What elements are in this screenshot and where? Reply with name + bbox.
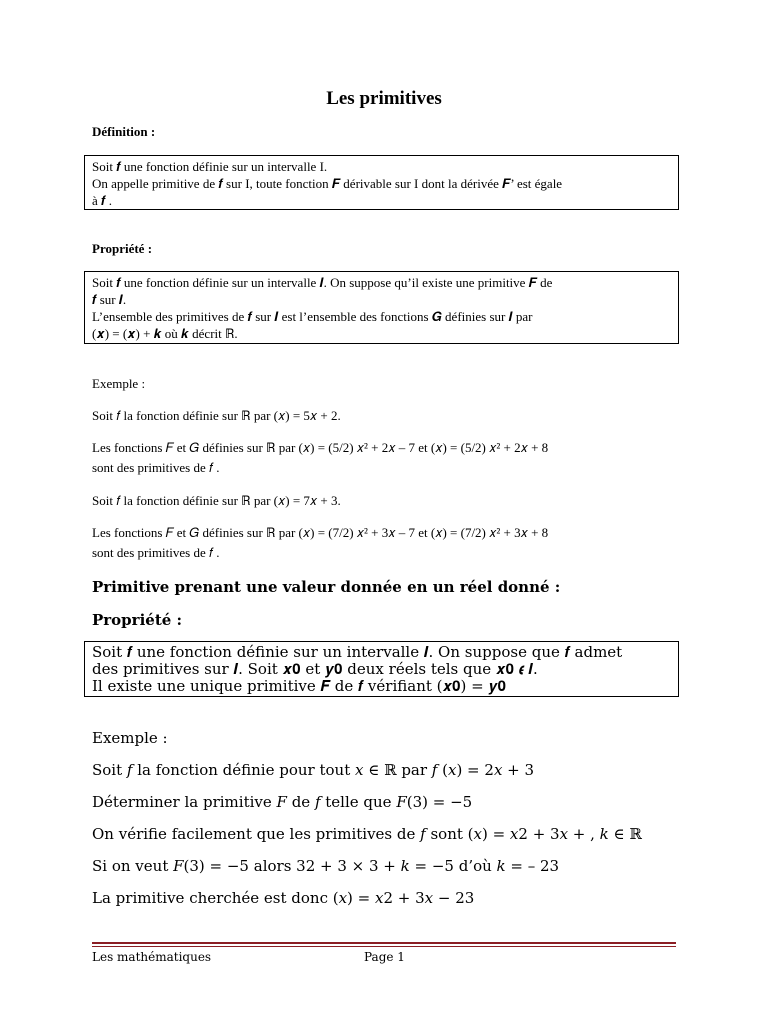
example2-line: Déterminer la primitive 𝐹 de 𝑓 telle que 𝐹(3) = −5 (92, 793, 473, 811)
page-title: Les primitives (326, 88, 442, 109)
definition-line: Soit 𝒇 une fonction définie sur un intervalle I. (92, 159, 328, 174)
property2-box (84, 641, 679, 697)
section2-heading: Primitive prenant une valeur donnée en un réel donné : (92, 578, 561, 596)
example1-text: Soit 𝑓 la fonction définie sur ℝ par (𝑥) = 5𝑥 + 2. (92, 408, 341, 423)
property2-line: des primitives sur 𝑰. Soit 𝒙𝟎 et 𝒚𝟎 deux réels tels que 𝒙𝟎 𝝐 𝑰. (92, 660, 538, 678)
footer-rule (92, 942, 676, 944)
example2-line: On vérifie facilement que les primitives de 𝑓 sont (𝑥) = 𝑥2 + 3𝑥 + , 𝑘 ∈ ℝ (92, 825, 642, 843)
definition-line: à 𝒇 . (92, 193, 112, 208)
example1-text: Soit 𝑓 la fonction définie sur ℝ par (𝑥) = 7𝑥 + 3. (92, 493, 341, 508)
property1-line: 𝒇 sur 𝑰. (92, 292, 127, 307)
example1-text: sont des primitives de 𝑓 . (92, 460, 220, 475)
property1-line: Soit 𝒇 une fonction définie sur un intervalle 𝑰. On suppose qu’il existe une primitive 𝑭 de (92, 275, 553, 290)
property1-box (84, 271, 679, 344)
definition-heading: Définition : (92, 124, 156, 139)
footer-left: Les mathématiques (92, 950, 212, 964)
property2-line: Soit 𝒇 une fonction définie sur un intervalle 𝑰. On suppose que 𝒇 admet (92, 643, 623, 661)
example1-text: Les fonctions 𝐹 et 𝐺 définies sur ℝ par (𝑥) = (7/2) 𝑥² + 3𝑥 – 7 et (𝑥) = (7/2) 𝑥² + 3𝑥 + 8 (92, 525, 549, 540)
definition-line: On appelle primitive de 𝒇 sur I, toute fonction 𝑭 dérivable sur I dont la dérivée 𝑭’ est égale (92, 176, 563, 191)
section2-subheading: Propriété : (92, 611, 183, 629)
example2-line: Si on veut 𝐹(3) = −5 alors 32 + 3 × 3 + 𝑘 = −5 d’où 𝑘 = – 23 (92, 857, 560, 875)
footer-rule-thin (92, 946, 676, 947)
page-number: Page 1 (364, 950, 405, 964)
example1-label: Exemple : (92, 376, 146, 391)
definition-box (84, 155, 679, 210)
example1-text: Les fonctions 𝐹 et 𝐺 définies sur ℝ par (𝑥) = (5/2) 𝑥² + 2𝑥 – 7 et (𝑥) = (5/2) 𝑥² + 2𝑥 + 8 (92, 440, 549, 455)
example1-text: sont des primitives de 𝑓 . (92, 545, 220, 560)
example2-line: La primitive cherchée est donc (𝑥) = 𝑥2 + 3𝑥 − 23 (92, 889, 475, 907)
example2-label: Exemple : (92, 729, 168, 747)
example2-line: Soit 𝑓 la fonction définie pour tout 𝑥 ∈ ℝ par 𝑓 (𝑥) = 2𝑥 + 3 (92, 761, 535, 779)
property1-line: L’ensemble des primitives de 𝒇 sur 𝑰 est l’ensemble des fonctions 𝑮 définies sur 𝑰 par (92, 309, 533, 324)
property1-line: (𝒙) = (𝒙) + 𝒌 où 𝒌 décrit ℝ. (92, 326, 238, 341)
property1-heading: Propriété : (92, 241, 153, 256)
property2-line: Il existe une unique primitive 𝑭 de 𝒇 vérifiant (𝒙𝟎) = 𝒚𝟎 (92, 677, 506, 695)
